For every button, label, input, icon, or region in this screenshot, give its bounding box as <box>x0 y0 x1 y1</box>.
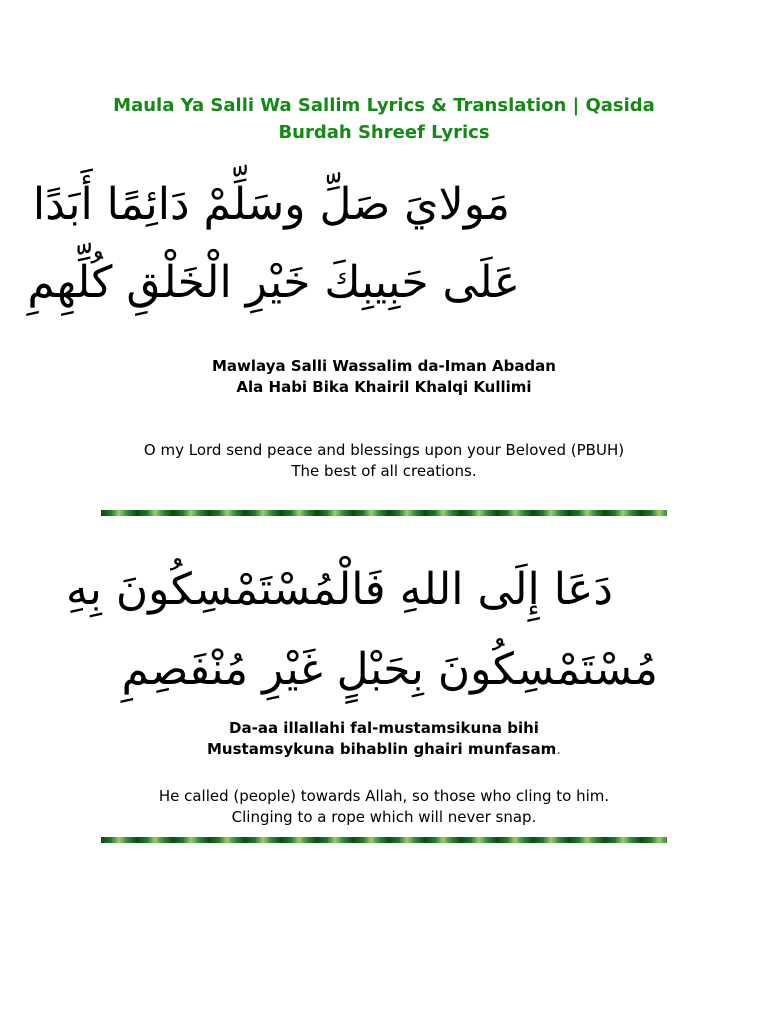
verse-1-translation-line-1: O my Lord send peace and blessings upon your Beloved (PBUH) <box>143 441 625 459</box>
verse-2-transliteration-line-2: Mustamsykuna bihablin ghairi munfasam <box>207 740 557 758</box>
verse-1-arabic-line-2: عَلَى حَبِيبِكَ خَيْرِ الْخَلْقِ كُلِّهِمِ <box>27 257 520 308</box>
verse-2-transliteration-line-1: Da-aa illallahi fal-mustamsikuna bihi <box>229 719 539 737</box>
title-line-2: Burdah Shreef Lyrics <box>278 122 490 143</box>
verse-2-transliteration <box>100 718 668 760</box>
page-title <box>90 92 678 146</box>
verse-1-transliteration-line-2: Ala Habi Bika Khairil Khalqi Kullimi <box>236 378 532 396</box>
verse-1-transliteration-line-1: Mawlaya Salli Wassalim da-Iman Abadan <box>212 357 556 375</box>
verse-2-transliteration-period: . <box>556 740 561 758</box>
verse-1-transliteration <box>100 356 668 398</box>
title-line-1: Maula Ya Salli Wa Sallim Lyrics & Translation | Qasida <box>113 95 655 116</box>
verse-2-translation-line-1: He called (people) towards Allah, so those who cling to him. <box>158 787 610 805</box>
verse-2-arabic-line-1: دَعَا إِلَى اللهِ فَالْمُسْتَمْسِكُونَ بِهِ <box>66 564 613 615</box>
verse-1-arabic-line-1: مَولايَ صَلِّ وسَلِّمْ دَائِمًا أَبَدًا <box>32 179 510 230</box>
divider-1 <box>101 510 667 516</box>
verse-1-translation-line-2: The best of all creations. <box>291 462 477 480</box>
verse-1-translation <box>100 440 668 482</box>
divider-2 <box>101 837 667 843</box>
verse-2-translation-line-2: Clinging to a rope which will never snap. <box>231 808 537 826</box>
verse-2-arabic-line-2: مُسْتَمْسِكُونَ بِحَبْلٍ غَيْرِ مُنْفَصِمِ <box>121 644 658 695</box>
verse-2-transliteration-line-2-wrap <box>100 739 668 760</box>
verse-2-translation <box>100 786 668 828</box>
